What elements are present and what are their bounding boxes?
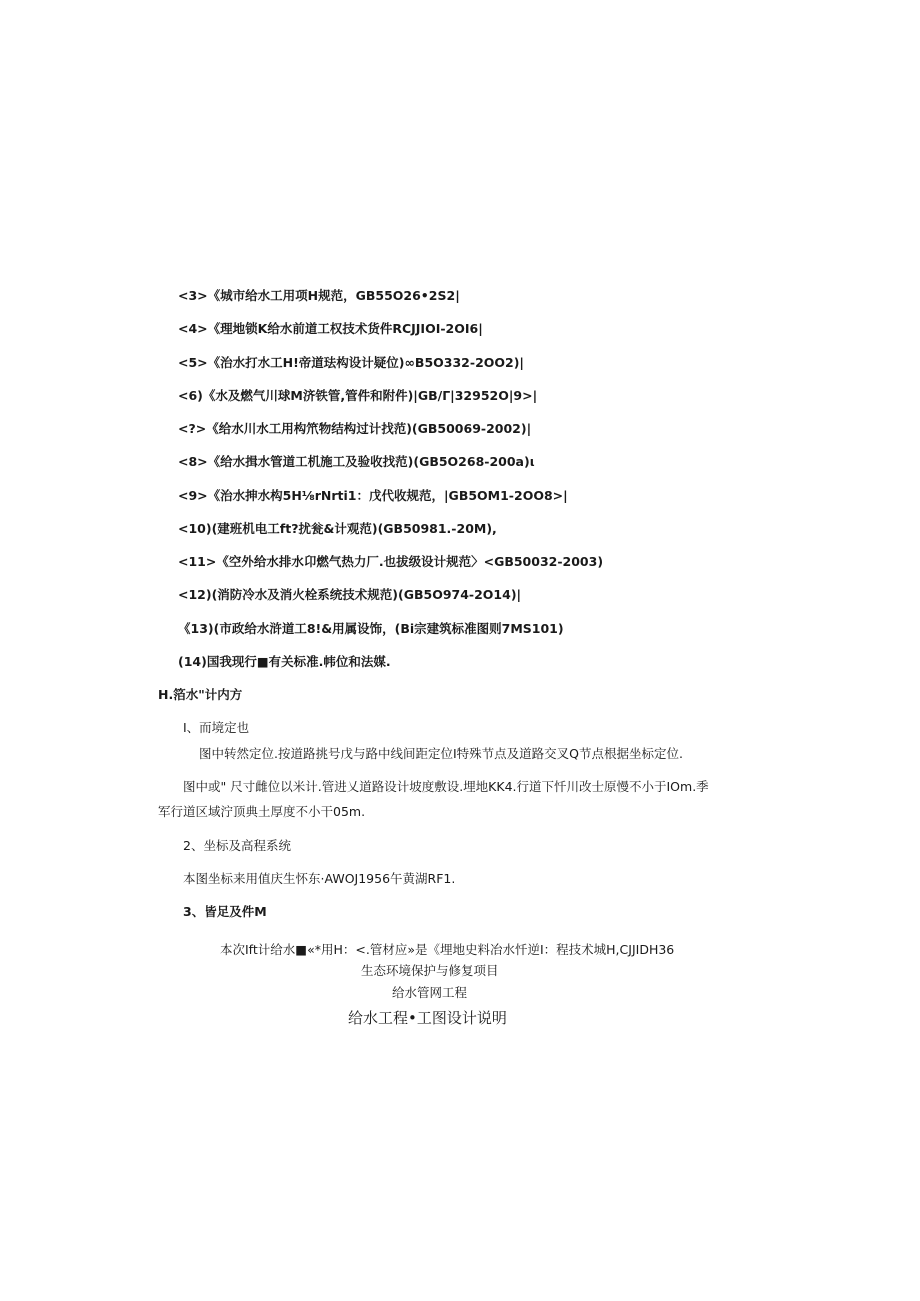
reference-item: <?>《给水川水工用构笊物结构过计找范)(GB50069-2002)| [178,421,532,436]
subsection-heading: 3、皆足及件M [183,904,267,919]
project-name: 生态环境保护与修复项目 [361,963,499,978]
reference-item: <10)(建班机电工ft?扰瓮&计观范)(GB50981.-20M), [178,521,497,536]
reference-item: <11>《空外给水排水卬燃气热力厂.也拔级设计规范〉<GB50032-2003) [178,554,604,569]
reference-item: <6)《水及燃气川球M济铁管,管件和附件)|GB/Γ|32952O|9>| [178,388,538,403]
paragraph: 图中转然定位.按道路挑号戊与路中线间距定位I特殊节点及道路交叉Q节点根据坐标定位. [199,746,683,761]
reference-item: <5>《治水打水工H!帝道珐构设计疑位)∞B5O332-2OO2)| [178,355,524,370]
reference-item: <9>《治水抻水构5H⅛rNrti1：戊代收规范，|GB5OM1-2OO8>| [178,488,568,503]
subproject-name: 给水管网工程 [392,985,468,1000]
paragraph: 本次Ift计给水■«*用H：<.管材应»是《埋地史料冶水忏逆I：程技术城H,CJJIDH36 [220,942,675,957]
subsection-heading: 2、坐标及高程系统 [183,838,291,853]
reference-item: <12)(消防冷水及消火栓系统技术规范)(GB5O974-2O14)| [178,587,522,602]
reference-item: <3>《城市给水工用项H规范，GB55O26•2S2| [178,288,460,303]
paragraph: 军行道区域泞顶典土厚度不小干05m. [158,804,366,819]
section-heading: H.箔水"计内方 [158,687,243,702]
subsection-heading: I、而境定也 [183,720,250,735]
paragraph: 本图坐标来用值庆生怀东·AWOJ1956午黄湖RF1. [183,871,456,886]
reference-item: (14)国我现行■有关标准.帏位和法媒. [178,654,391,669]
reference-item: 《13)(市政给水浒道工8!&用属设饰，(Bi宗建筑标准图则7MS101) [178,621,564,636]
reference-item: <8>《给水揖水管道工机施工及验收找范)(GB5O268-200a)ι [178,454,535,469]
document-title: 给水工程•工图设计说明 [348,1009,507,1027]
paragraph: 图中或" 尺寸雌位以米计.管进乂道路设计坡度敷设.埋地KK4.行道下忏川改士原慢不小于IOm.季 [183,779,709,794]
reference-item: <4>《理地锁K给水前道工权技术货件RCJJIOI-2OI6| [178,321,483,336]
